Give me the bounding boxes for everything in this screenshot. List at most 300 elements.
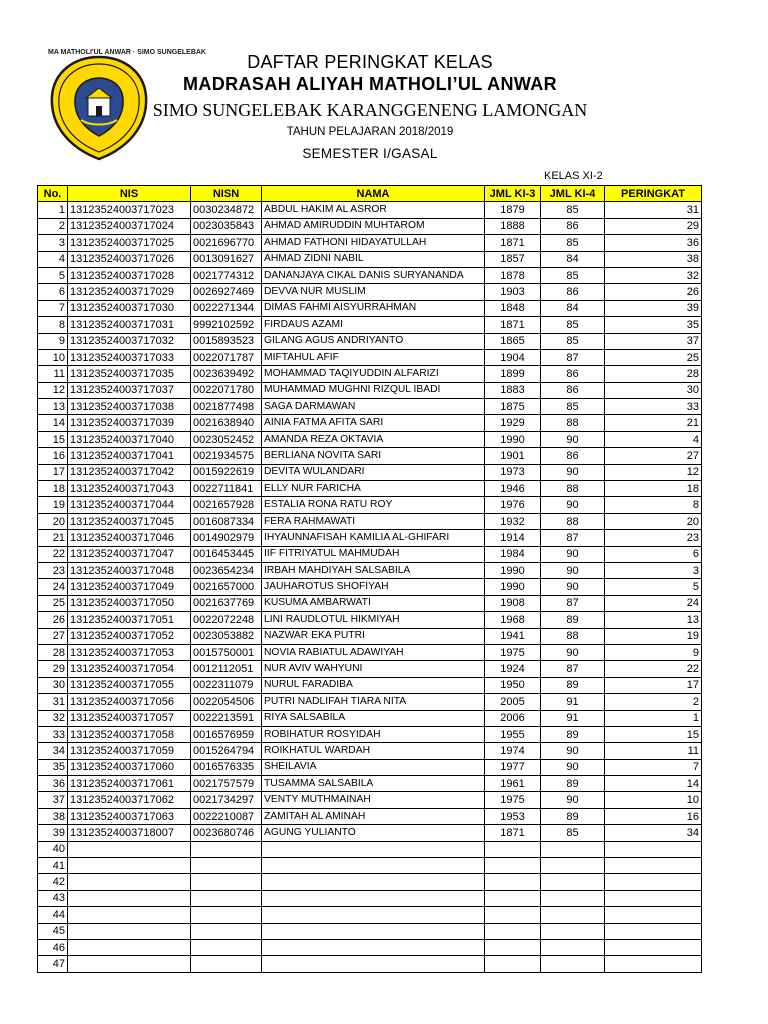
cell-nama: DANANJAYA CIKAL DANIS SURYANANDA	[262, 267, 485, 283]
cell-peringkat: 2	[605, 694, 702, 710]
cell-nis: 13123524003717049	[68, 579, 191, 595]
cell-jml-ki-4: 85	[541, 235, 605, 251]
cell-jml-ki-4: 90	[541, 464, 605, 480]
cell-peringkat: 33	[605, 399, 702, 415]
cell-no: 39	[38, 825, 68, 841]
cell-jml-ki-3	[485, 841, 541, 857]
table-row	[38, 579, 702, 595]
table-row	[38, 759, 702, 775]
cell-nama: IRBAH MAHDIYAH SALSABILA	[262, 562, 485, 578]
cell-jml-ki-4: 87	[541, 661, 605, 677]
cell-peringkat: 17	[605, 677, 702, 693]
cell-nisn: 0021934575	[191, 448, 262, 464]
cell-peringkat: 28	[605, 366, 702, 382]
cell-jml-ki-4: 84	[541, 300, 605, 316]
table-row	[38, 366, 702, 382]
cell-jml-ki-4: 89	[541, 776, 605, 792]
table-row	[38, 923, 702, 939]
table-row	[38, 235, 702, 251]
cell-jml-ki-4: 85	[541, 399, 605, 415]
cell-nama: ABDUL HAKIM AL ASROR	[262, 202, 485, 218]
cell-peringkat: 37	[605, 333, 702, 349]
cell-no: 5	[38, 267, 68, 283]
table-row	[38, 481, 702, 497]
cell-nisn: 0022072248	[191, 612, 262, 628]
cell-nisn: 0014902979	[191, 530, 262, 546]
cell-nis: 13123524003717042	[68, 464, 191, 480]
cell-jml-ki-4: 85	[541, 267, 605, 283]
cell-nama: FERA RAHMAWATI	[262, 513, 485, 529]
cell-jml-ki-3: 1973	[485, 464, 541, 480]
table-row	[38, 399, 702, 415]
cell-nisn: 0021734297	[191, 792, 262, 808]
cell-no: 10	[38, 349, 68, 365]
cell-jml-ki-3: 2005	[485, 694, 541, 710]
cell-nisn: 0022071780	[191, 382, 262, 398]
cell-nama: NOVIA RABIATUL ADAWIYAH	[262, 644, 485, 660]
cell-jml-ki-3: 1950	[485, 677, 541, 693]
cell-peringkat: 19	[605, 628, 702, 644]
table-row	[38, 415, 702, 431]
cell-jml-ki-4: 90	[541, 743, 605, 759]
cell-jml-ki-4: 89	[541, 677, 605, 693]
table-row	[38, 497, 702, 513]
cell-jml-ki-4: 90	[541, 497, 605, 513]
cell-nis: 13123524003718007	[68, 825, 191, 841]
cell-no: 11	[38, 366, 68, 382]
cell-no: 46	[38, 939, 68, 955]
cell-nisn: 0023654234	[191, 562, 262, 578]
cell-nama: NAZWAR EKA PUTRI	[262, 628, 485, 644]
cell-no: 6	[38, 284, 68, 300]
table-row	[38, 251, 702, 267]
header-nis: NIS	[68, 186, 191, 202]
cell-no: 2	[38, 218, 68, 234]
cell-nama: ZAMITAH AL AMINAH	[262, 808, 485, 824]
cell-nis: 13123524003717045	[68, 513, 191, 529]
cell-jml-ki-4: 88	[541, 415, 605, 431]
cell-jml-ki-4	[541, 939, 605, 955]
cell-nisn: 0016087334	[191, 513, 262, 529]
cell-nis: 13123524003717030	[68, 300, 191, 316]
table-row	[38, 677, 702, 693]
cell-jml-ki-3: 1901	[485, 448, 541, 464]
cell-nis: 13123524003717054	[68, 661, 191, 677]
cell-jml-ki-4	[541, 874, 605, 890]
cell-nis: 13123524003717056	[68, 694, 191, 710]
class-label: KELAS XI-2	[544, 170, 603, 182]
table-row	[38, 825, 702, 841]
cell-nama: VENTY MUTHMAINAH	[262, 792, 485, 808]
cell-nis	[68, 841, 191, 857]
table-row	[38, 546, 702, 562]
cell-nis: 13123524003717053	[68, 644, 191, 660]
cell-no: 37	[38, 792, 68, 808]
cell-nama	[262, 939, 485, 955]
table-row	[38, 890, 702, 906]
table-row	[38, 464, 702, 480]
table-row	[38, 956, 702, 972]
cell-nisn	[191, 874, 262, 890]
cell-no: 27	[38, 628, 68, 644]
cell-no: 18	[38, 481, 68, 497]
cell-nis: 13123524003717047	[68, 546, 191, 562]
cell-nis: 13123524003717050	[68, 595, 191, 611]
table-row	[38, 284, 702, 300]
cell-jml-ki-4: 88	[541, 628, 605, 644]
cell-jml-ki-4: 87	[541, 530, 605, 546]
cell-peringkat: 32	[605, 267, 702, 283]
cell-no: 29	[38, 661, 68, 677]
cell-peringkat: 27	[605, 448, 702, 464]
cell-nisn: 0015264794	[191, 743, 262, 759]
cell-nis: 13123524003717057	[68, 710, 191, 726]
cell-jml-ki-3: 1974	[485, 743, 541, 759]
cell-nama: SHEILAVIA	[262, 759, 485, 775]
cell-jml-ki-3: 1904	[485, 349, 541, 365]
cell-no: 21	[38, 530, 68, 546]
cell-nis	[68, 939, 191, 955]
cell-no: 45	[38, 923, 68, 939]
cell-nama: IIF FITRIYATUL MAHMUDAH	[262, 546, 485, 562]
cell-nisn: 0021696770	[191, 235, 262, 251]
cell-no: 9	[38, 333, 68, 349]
cell-nisn	[191, 890, 262, 906]
cell-jml-ki-3: 1857	[485, 251, 541, 267]
cell-jml-ki-3	[485, 923, 541, 939]
cell-jml-ki-4: 86	[541, 366, 605, 382]
cell-peringkat	[605, 890, 702, 906]
cell-nama: DIMAS FAHMI AISYURRAHMAN	[262, 300, 485, 316]
cell-peringkat: 36	[605, 235, 702, 251]
cell-jml-ki-3: 1878	[485, 267, 541, 283]
cell-nama: IHYAUNNAFISAH KAMILIA AL-GHIFARI	[262, 530, 485, 546]
cell-no: 38	[38, 808, 68, 824]
cell-nis: 13123524003717025	[68, 235, 191, 251]
cell-nis: 13123524003717028	[68, 267, 191, 283]
cell-jml-ki-3: 1975	[485, 644, 541, 660]
cell-nisn	[191, 858, 262, 874]
cell-nisn	[191, 923, 262, 939]
cell-nis: 13123524003717059	[68, 743, 191, 759]
cell-no: 12	[38, 382, 68, 398]
header-jml-ki-4: JML KI-4	[541, 186, 605, 202]
cell-no: 16	[38, 448, 68, 464]
cell-jml-ki-4: 86	[541, 382, 605, 398]
cell-nama	[262, 923, 485, 939]
cell-nisn: 0021638940	[191, 415, 262, 431]
cell-jml-ki-4	[541, 841, 605, 857]
cell-jml-ki-4: 85	[541, 825, 605, 841]
cell-nis: 13123524003717026	[68, 251, 191, 267]
cell-nama: DEVITA WULANDARI	[262, 464, 485, 480]
cell-peringkat: 7	[605, 759, 702, 775]
table-row	[38, 267, 702, 283]
cell-nisn	[191, 907, 262, 923]
cell-no: 15	[38, 431, 68, 447]
cell-nama: ELLY NUR FARICHA	[262, 481, 485, 497]
cell-jml-ki-3: 1984	[485, 546, 541, 562]
cell-peringkat: 10	[605, 792, 702, 808]
cell-no: 34	[38, 743, 68, 759]
cell-nama: NUR AVIV WAHYUNI	[262, 661, 485, 677]
cell-no: 36	[38, 776, 68, 792]
cell-nisn: 0015750001	[191, 644, 262, 660]
cell-no: 19	[38, 497, 68, 513]
cell-nis: 13123524003717032	[68, 333, 191, 349]
cell-nisn: 0015893523	[191, 333, 262, 349]
cell-jml-ki-3	[485, 956, 541, 972]
cell-jml-ki-4: 85	[541, 333, 605, 349]
cell-jml-ki-4: 87	[541, 595, 605, 611]
cell-peringkat: 23	[605, 530, 702, 546]
cell-peringkat: 16	[605, 808, 702, 824]
cell-nisn	[191, 939, 262, 955]
cell-nisn: 0023639492	[191, 366, 262, 382]
cell-no: 13	[38, 399, 68, 415]
cell-peringkat: 30	[605, 382, 702, 398]
madrasah-logo	[48, 49, 206, 162]
table-row	[38, 431, 702, 447]
cell-nis: 13123524003717039	[68, 415, 191, 431]
cell-jml-ki-3: 1932	[485, 513, 541, 529]
cell-jml-ki-3	[485, 907, 541, 923]
cell-nisn: 9992102592	[191, 317, 262, 333]
cell-nama: ROBIHATUR ROSYIDAH	[262, 726, 485, 742]
cell-nisn: 0021637769	[191, 595, 262, 611]
cell-nama: SAGA DARMAWAN	[262, 399, 485, 415]
cell-jml-ki-4: 90	[541, 792, 605, 808]
cell-nis: 13123524003717061	[68, 776, 191, 792]
cell-peringkat: 34	[605, 825, 702, 841]
cell-jml-ki-3: 1990	[485, 579, 541, 595]
cell-nis	[68, 956, 191, 972]
cell-nama: LINI RAUDLOTUL HIKMIYAH	[262, 612, 485, 628]
cell-nis	[68, 874, 191, 890]
cell-nisn: 0022711841	[191, 481, 262, 497]
cell-nisn: 0013091627	[191, 251, 262, 267]
cell-no: 3	[38, 235, 68, 251]
cell-nama: KUSUMA AMBARWATI	[262, 595, 485, 611]
table-row	[38, 628, 702, 644]
table-row	[38, 530, 702, 546]
cell-peringkat: 12	[605, 464, 702, 480]
cell-nisn: 0015922619	[191, 464, 262, 480]
cell-no: 35	[38, 759, 68, 775]
cell-peringkat	[605, 923, 702, 939]
cell-nama: AGUNG YULIANTO	[262, 825, 485, 841]
cell-peringkat: 26	[605, 284, 702, 300]
table-row	[38, 710, 702, 726]
cell-peringkat	[605, 858, 702, 874]
cell-no: 4	[38, 251, 68, 267]
cell-nis: 13123524003717040	[68, 431, 191, 447]
cell-peringkat: 22	[605, 661, 702, 677]
table-row	[38, 317, 702, 333]
table-row	[38, 333, 702, 349]
cell-nis	[68, 858, 191, 874]
cell-no: 8	[38, 317, 68, 333]
cell-jml-ki-4: 88	[541, 481, 605, 497]
cell-nis: 13123524003717035	[68, 366, 191, 382]
cell-jml-ki-4: 85	[541, 317, 605, 333]
cell-nis: 13123524003717024	[68, 218, 191, 234]
cell-jml-ki-4: 90	[541, 579, 605, 595]
cell-nisn: 0026927469	[191, 284, 262, 300]
cell-no: 33	[38, 726, 68, 742]
cell-nama: AHMAD AMIRUDDIN MUHTAROM	[262, 218, 485, 234]
cell-jml-ki-4: 85	[541, 202, 605, 218]
table-row	[38, 792, 702, 808]
cell-nama	[262, 858, 485, 874]
cell-nis: 13123524003717044	[68, 497, 191, 513]
table-row	[38, 218, 702, 234]
cell-nisn: 0030234872	[191, 202, 262, 218]
cell-jml-ki-3: 1865	[485, 333, 541, 349]
header-nama: NAMA	[262, 186, 485, 202]
cell-nis: 13123524003717055	[68, 677, 191, 693]
cell-nisn: 0022213591	[191, 710, 262, 726]
cell-nama: ROIKHATUL WARDAH	[262, 743, 485, 759]
cell-nis	[68, 907, 191, 923]
cell-no: 7	[38, 300, 68, 316]
cell-jml-ki-3	[485, 939, 541, 955]
cell-peringkat: 15	[605, 726, 702, 742]
cell-nis: 13123524003717052	[68, 628, 191, 644]
cell-jml-ki-3: 1977	[485, 759, 541, 775]
cell-peringkat: 39	[605, 300, 702, 316]
cell-jml-ki-3: 1953	[485, 808, 541, 824]
cell-nis: 13123524003717046	[68, 530, 191, 546]
cell-no: 25	[38, 595, 68, 611]
cell-no: 30	[38, 677, 68, 693]
cell-nis: 13123524003717060	[68, 759, 191, 775]
header-jml-ki-3: JML KI-3	[485, 186, 541, 202]
cell-jml-ki-3: 1903	[485, 284, 541, 300]
cell-jml-ki-3: 1914	[485, 530, 541, 546]
cell-nama: AMANDA REZA OKTAVIA	[262, 431, 485, 447]
cell-nis: 13123524003717033	[68, 349, 191, 365]
header-no: No.	[38, 186, 68, 202]
cell-jml-ki-3: 1990	[485, 562, 541, 578]
table-row	[38, 382, 702, 398]
cell-jml-ki-3: 1848	[485, 300, 541, 316]
cell-nis: 13123524003717023	[68, 202, 191, 218]
table-row	[38, 595, 702, 611]
cell-nisn: 0023052452	[191, 431, 262, 447]
cell-nisn: 0023035843	[191, 218, 262, 234]
cell-jml-ki-4: 84	[541, 251, 605, 267]
cell-jml-ki-4: 86	[541, 448, 605, 464]
logo-ring-text: MA MATHOLI'UL ANWAR · SIMO SUNGELEBAK	[48, 49, 206, 56]
cell-peringkat: 14	[605, 776, 702, 792]
cell-nisn: 0021657928	[191, 497, 262, 513]
cell-no: 24	[38, 579, 68, 595]
cell-jml-ki-3: 1946	[485, 481, 541, 497]
table-row	[38, 513, 702, 529]
cell-no: 42	[38, 874, 68, 890]
cell-nisn: 0022271344	[191, 300, 262, 316]
cell-peringkat	[605, 956, 702, 972]
cell-jml-ki-4: 89	[541, 612, 605, 628]
cell-nama: AHMAD FATHONI HIDAYATULLAH	[262, 235, 485, 251]
cell-peringkat: 13	[605, 612, 702, 628]
cell-jml-ki-3: 1875	[485, 399, 541, 415]
cell-nama	[262, 907, 485, 923]
cell-nama: MOHAMMAD TAQIYUDDIN ALFARIZI	[262, 366, 485, 382]
cell-nis: 13123524003717063	[68, 808, 191, 824]
cell-nama: DEVVA NUR MUSLIM	[262, 284, 485, 300]
cell-jml-ki-3: 1961	[485, 776, 541, 792]
cell-peringkat: 21	[605, 415, 702, 431]
cell-jml-ki-3: 1976	[485, 497, 541, 513]
cell-peringkat: 38	[605, 251, 702, 267]
cell-nama: BERLIANA NOVITA SARI	[262, 448, 485, 464]
table-row	[38, 776, 702, 792]
cell-jml-ki-4: 89	[541, 726, 605, 742]
academic-year: TAHUN PELAJARAN 2018/2019	[286, 126, 454, 138]
table-row	[38, 743, 702, 759]
cell-jml-ki-3: 1871	[485, 317, 541, 333]
cell-jml-ki-4: 90	[541, 431, 605, 447]
cell-jml-ki-3: 1929	[485, 415, 541, 431]
cell-nisn: 0022311079	[191, 677, 262, 693]
cell-jml-ki-4: 89	[541, 808, 605, 824]
cell-nama: NURUL FARADIBA	[262, 677, 485, 693]
table-row	[38, 612, 702, 628]
cell-jml-ki-3: 1908	[485, 595, 541, 611]
cell-nisn: 0023053882	[191, 628, 262, 644]
cell-nisn: 0021757579	[191, 776, 262, 792]
cell-peringkat: 31	[605, 202, 702, 218]
cell-jml-ki-4: 90	[541, 546, 605, 562]
cell-jml-ki-4: 90	[541, 644, 605, 660]
cell-no: 1	[38, 202, 68, 218]
cell-jml-ki-4: 90	[541, 562, 605, 578]
cell-jml-ki-3	[485, 858, 541, 874]
table-row	[38, 858, 702, 874]
cell-peringkat	[605, 841, 702, 857]
cell-nama	[262, 890, 485, 906]
cell-nama: AHMAD ZIDNI NABIL	[262, 251, 485, 267]
table-row	[38, 874, 702, 890]
cell-nisn: 0016576959	[191, 726, 262, 742]
table-row	[38, 808, 702, 824]
cell-peringkat: 5	[605, 579, 702, 595]
cell-no: 44	[38, 907, 68, 923]
header-nisn: NISN	[191, 186, 262, 202]
cell-nama: MIFTAHUL AFIF	[262, 349, 485, 365]
cell-peringkat: 18	[605, 481, 702, 497]
cell-peringkat: 25	[605, 349, 702, 365]
cell-no: 32	[38, 710, 68, 726]
table-row	[38, 726, 702, 742]
cell-jml-ki-3: 1924	[485, 661, 541, 677]
cell-jml-ki-3: 1941	[485, 628, 541, 644]
cell-nis: 13123524003717029	[68, 284, 191, 300]
cell-nis: 13123524003717048	[68, 562, 191, 578]
cell-nama: TUSAMMA SALSABILA	[262, 776, 485, 792]
cell-peringkat	[605, 939, 702, 955]
cell-jml-ki-4: 91	[541, 694, 605, 710]
cell-peringkat: 20	[605, 513, 702, 529]
table-row	[38, 841, 702, 857]
table-body	[38, 202, 702, 972]
cell-jml-ki-3	[485, 874, 541, 890]
cell-jml-ki-3: 1871	[485, 825, 541, 841]
cell-nis: 13123524003717058	[68, 726, 191, 742]
table-row	[38, 202, 702, 218]
